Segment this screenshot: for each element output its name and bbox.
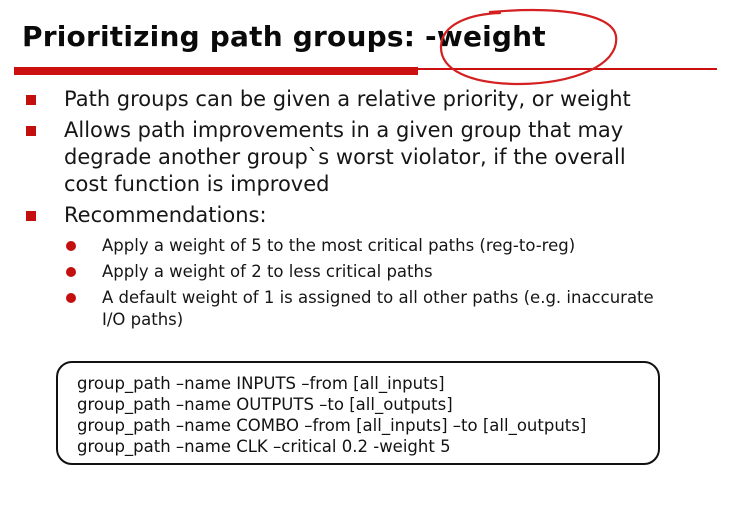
round-bullet-icon xyxy=(66,267,76,277)
code-line: group_path –name OUTPUTS –to [all_outputs] xyxy=(77,395,453,414)
sub-bullet-text: Apply a weight of 5 to the most critical paths (reg-to-reg) xyxy=(102,236,576,255)
bullet-item xyxy=(24,86,704,113)
slide-title: Prioritizing path groups: -weight xyxy=(22,20,546,53)
code-box xyxy=(56,361,660,465)
code-line: group_path –name COMBO –from [all_inputs] –to [all_outputs] xyxy=(77,416,587,435)
bullet-item xyxy=(24,202,704,229)
round-bullet-icon xyxy=(66,293,76,303)
bullet-text: Recommendations: xyxy=(64,203,267,227)
title-underline-thin xyxy=(418,68,717,70)
sub-bullet-item xyxy=(102,261,672,283)
sub-bullet-text: Apply a weight of 2 to less critical paths xyxy=(102,262,433,281)
sub-bullet-text: A default weight of 1 is assigned to all other paths (e.g. inaccurate I/O paths) xyxy=(102,288,654,329)
bullet-list xyxy=(24,86,704,331)
square-bullet-icon xyxy=(26,95,36,105)
sub-bullet-list xyxy=(24,235,704,331)
bullet-item xyxy=(24,117,674,198)
code-line: group_path –name INPUTS –from [all_inputs] xyxy=(77,374,445,393)
round-bullet-icon xyxy=(66,241,76,251)
title-underline-bar xyxy=(14,67,418,75)
sub-bullet-item xyxy=(102,235,672,257)
code-line: group_path –name CLK –critical 0.2 -weight 5 xyxy=(77,437,451,456)
sub-bullet-item xyxy=(102,287,672,331)
square-bullet-icon xyxy=(26,211,36,221)
bullet-text: Allows path improvements in a given group that may degrade another group`s worst violator, if the overall cost function is improved xyxy=(64,118,626,196)
bullet-text: Path groups can be given a relative priority, or weight xyxy=(64,87,631,111)
square-bullet-icon xyxy=(26,126,36,136)
